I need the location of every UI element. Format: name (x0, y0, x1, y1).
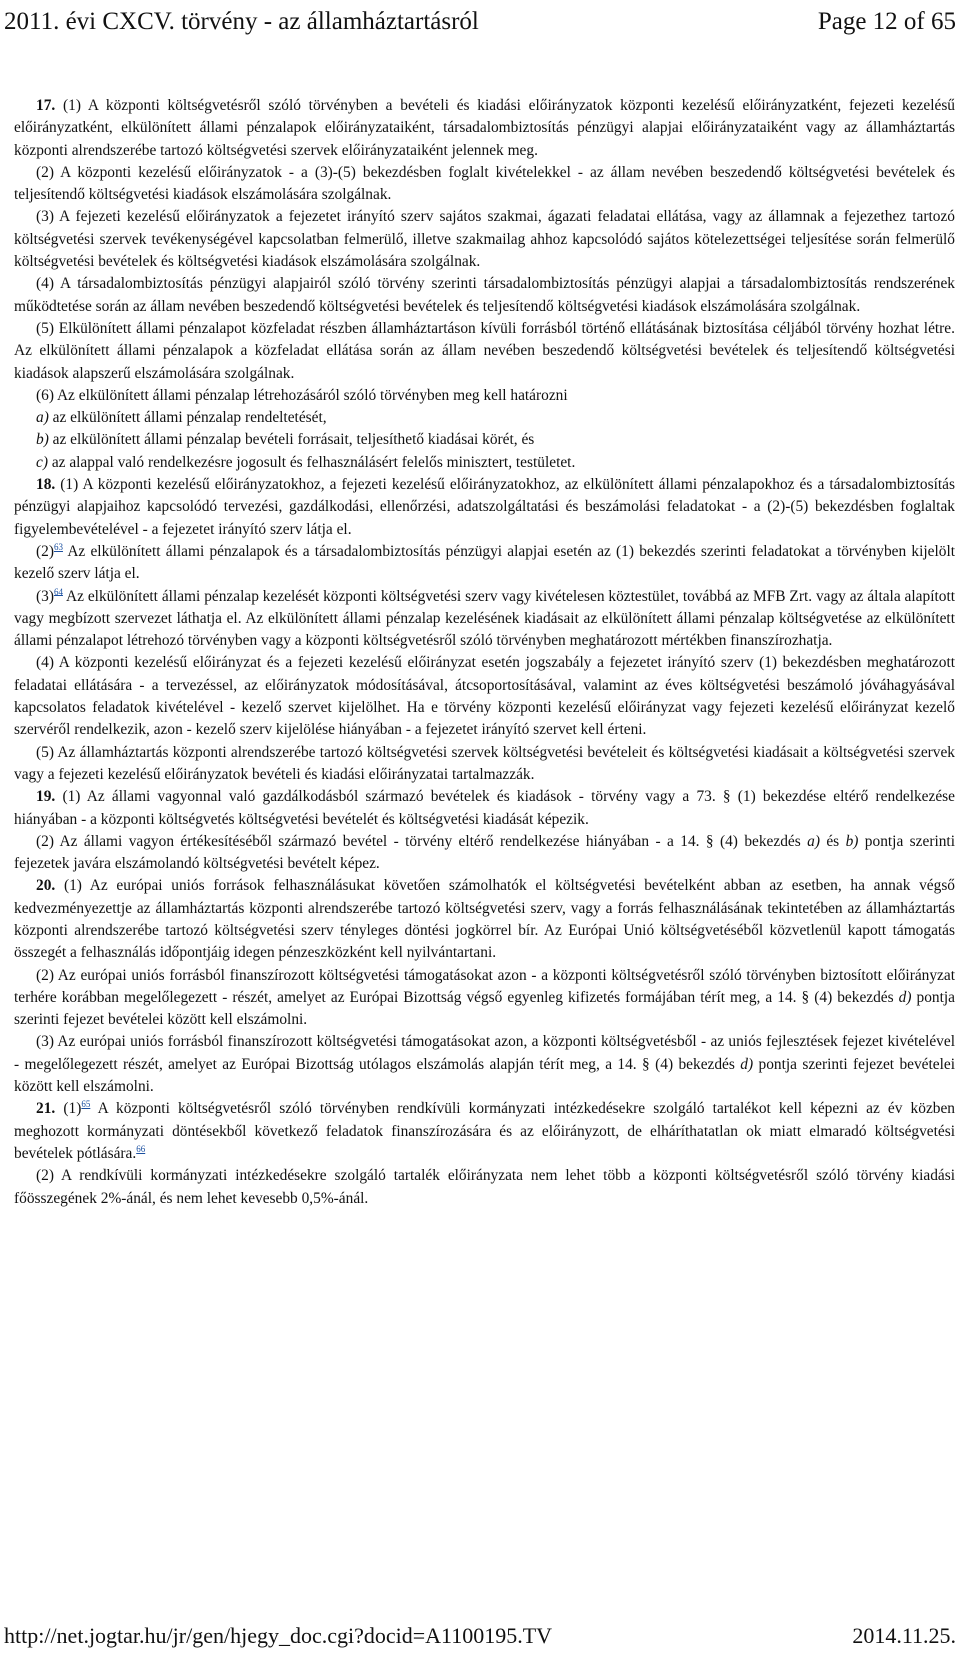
section-17-paragraph-6: (6) Az elkülönített állami pénzalap létrehozásáról szóló törvényben meg kell határozni (36, 386, 568, 404)
footnote-link[interactable]: 63 (53, 541, 63, 552)
section-18-paragraph-2: (2)$^{63}$ Az elkülönített állami pénzalapok és a társadalombiztosítás pénzügyi alapjai esetén az (1) bekezdés szerinti feladatokat a törvényben kijelölt kezelő szerv látja el. (14, 541, 955, 583)
section-19-paragraph-2: (2) Az állami vagyon értékesítéséből származó bevétel - törvény eltérő rendelkezése hiányában - a 14. § (4) bekezdés a) és b) pontja szerinti fejezetek javára elszámolandó költségvetési bevételt képez. (14, 832, 955, 873)
section-17-paragraph-2: (2) A központi kezelésű előirányzatok - a (3)-(5) bekezdésben foglalt kivételekkel - az állam nevében beszedendő költségvetési bevételek és teljesítendő költségvetési kiadások elszámolására szolgálnak. (14, 163, 955, 204)
document-body (14, 95, 955, 1210)
footnote-link[interactable]: 66 (136, 1143, 146, 1154)
list-item: c) az alappal való rendelkezésre jogosult és felhasználásért felelős minisztert, testületet. (36, 453, 576, 471)
section-17-paragraph-1: 17. (1) A központi költségvetésről szóló törvényben a bevételi és kiadási előirányzatok központi kezelésű előirányzatként, fejezeti kezelésű előirányzatként, elkülönített állami pénzalapok előirányzataiként, társadalombiztosítás pénzügyi alapjai előirányzataiként vagy az államháztartás központi alrendszerébe tartozó költségvetési szervek előirányzataiként jelennek meg. (14, 97, 955, 159)
page-header (4, 4, 956, 40)
section-18-paragraph-1: 18. (1) A központi kezelésű előirányzatokhoz, a fejezeti kezelésű előirányzatokhoz, az elkülönített állami pénzalapokhoz és a társadalombiztosítás pénzügyi alapjaihoz kapcsolódó tervezési, gazdálkodási, ellenőrzési, adatszolgáltatási és beszámolási feladatokat - a (2)-(5) bekezdésben foglaltak figyelembevételével - a fejezetet irányító szerv látja el. (14, 476, 955, 538)
section-number: 19. (36, 788, 56, 806)
section-20-paragraph-3: (3) Az európai uniós forrásból finanszírozott költségvetési támogatásokat azon, a központi költségvetésből - az uniós fejlesztések fejezet kivételével - megelőlegezett részét, amelyet az Európai Bizottság utólagos elszámolás alapján térít meg, a 14. § (4) bekezdés d) pontja szerinti fejezet bevételei között kell elszámolni. (14, 1033, 955, 1096)
section-17-paragraph-4: (4) A társadalombiztosítás pénzügyi alapjairól szóló törvény szerinti társadalombiztosítás pénzügyi alapjai a társadalombiztosítás rendszerének működtetése során az állam nevében beszedendő költségvetési bevételek és teljesítendő költségvetési kiadások elszámolására szolgálnak. (14, 275, 955, 315)
section-20-paragraph-1: 20. (1) Az európai uniós források felhasználásukat követően számolhatók el költségvetési bevételként abban az esetben, ha annak végső kedvezményezettje az államháztartás központi alrendszerébe tartozó költségvetési szerv, vagy a forrás felhasználásának tekintetében az államháztartás központi alrendszerébe tartozó költségvetési szerv tényleges döntési jogkörrel bír. Az Európai Unió költségvetéséből közvetlenül kapott támogatás összegét a felhasználás időpontjáig idegen pénzeszközként kell nyilvántartani. (14, 877, 955, 962)
page-footer (4, 1620, 956, 1652)
section-19-paragraph-1: 19. (1) Az állami vagyonnal való gazdálkodásból származó bevételek és kiadások - törvény vagy a 73. § (1) bekezdése eltérő rendelkezése hiányában - a központi költségvetés költségvetési bevételét és költségvetési kiadását képezik. (14, 788, 955, 828)
section-number: 18. (36, 476, 56, 494)
footnote-link[interactable]: 64 (53, 586, 63, 597)
section-17-paragraph-3: (3) A fejezeti kezelésű előirányzatok a fejezetet irányító szerv sajátos szakmai, ágazati feladatai ellátása, vagy az államnak a fejezethez tartozó költségvetési szervek tevékenységével kapcsolatban felmerülő, illetve szakmailag ahhoz kapcsolódó sajátos kötelezettségei teljesítése során felmerülő költségvetési bevételek és költségvetési kiadások elszámolására szolgálnak. (14, 208, 955, 271)
page-indicator: Page 12 of 65 (817, 8, 956, 35)
source-url[interactable]: http://net.jogtar.hu/jr/gen/hjegy_doc.cgi?docid=A1100195.TV (4, 1623, 553, 1648)
document-title: 2011. évi CXCV. törvény - az államháztartásról (4, 8, 479, 35)
section-number: 21. (36, 1100, 56, 1118)
section-17-paragraph-5: (5) Elkülönített állami pénzalapot közfeladat részben államháztartáson kívüli forrásból történő ellátásának biztosítása céljából törvény hozhat létre. Az elkülönített állami pénzalapok a közfeladat ellátása során az állam nevében beszedendő költségvetési bevételek és teljesítendő költségvetési kiadások alapszerű elszámolására szolgálnak. (14, 319, 955, 382)
section-number: 17. (36, 97, 56, 114)
section-21-paragraph-2: (2) A rendkívüli kormányzati intézkedésekre szolgáló tartalék előirányzata nem lehet több a központi költségvetésről szóló törvény kiadási főösszegének 2%-ánál, és nem lehet kevesebb 0,5%-ánál. (14, 1167, 955, 1207)
list-item: a) az elkülönített állami pénzalap rendeltetését, (36, 409, 327, 427)
section-18-paragraph-3: (3)$^{64}$ Az elkülönített állami pénzalap kezelését központi költségvetési szerv vagy kivételesen köztestület, továbbá az MFB Zrt. vagy az általa alapított vagy megbízott szervezet láthatja el. Az elkülönített állami pénzalap kezelésének kiadásait az elkülönített állami pénzalap költségvetése az elkülönített állami pénzalapot létrehozó törvényben vagy a központi költségvetésről szóló törvényben meghatározott mértékben finanszírozhatja. (14, 586, 955, 650)
section-20-paragraph-2: (2) Az európai uniós forrásból finanszírozott költségvetési támogatásokat azon - a központi költségvetésről szóló törvényben biztosított előirányzat terhére korábban megelőlegezett - részét, amelyet az Európai Bizottság végső egyenleg kifizetés formájában térít meg, a 14. § (4) bekezdés d) pontja szerinti fejezet bevételei között kell elszámolni. (14, 966, 955, 1029)
footnote-link[interactable]: 65 (81, 1099, 91, 1110)
print-date: 2014.11.25. (852, 1623, 956, 1648)
section-18-paragraph-4: (4) A központi kezelésű előirányzat és a fejezeti kezelésű előirányzat esetén jogszabály a fejezetet irányító szerv (1) bekezdésben meghatározott feladatai ellátására - a tervezéssel, az előirányzatok módosításával, átcsoportosításával, valamint az éves költségvetési beszámoló jóváhagyásával kapcsolatos feladatok kivételével - kezelő szervet kijelölhet. Ha e törvény központi kezelésű előirányzat vagy fejezeti kezelésű előirányzat kezelő szervéről rendelkezik, azon - kezelő szerv kijelölése hiányában - a fejezetet irányító szervet kell érteni. (14, 654, 955, 739)
section-number: 20. (36, 877, 56, 895)
list-item: b) az elkülönített állami pénzalap bevételi forrásait, teljesíthető kiadásai körét, és (36, 431, 535, 449)
section-18-paragraph-5: (5) Az államháztartás központi alrendszerébe tartozó költségvetési szervek költségvetési bevételeit és költségvetési kiadásait a költségvetési szervek vagy a fejezeti kezelésű előirányzatok bevételi és kiadási előirányzatai tartalmazzák. (14, 743, 955, 783)
section-21-paragraph-1: 21. (1)$^{65}$ A központi költségvetésről szóló törvényben rendkívüli kormányzati intézkedésekre szolgáló tartalékot kell képezni az év közben meghozott kormányzati döntésekből következő feladatok finanszírozására és az előirányzott, de elháríthatatlan ok miatt elmaradó költségvetési bevételek pótlására.$^{66}$ (14, 1099, 955, 1162)
